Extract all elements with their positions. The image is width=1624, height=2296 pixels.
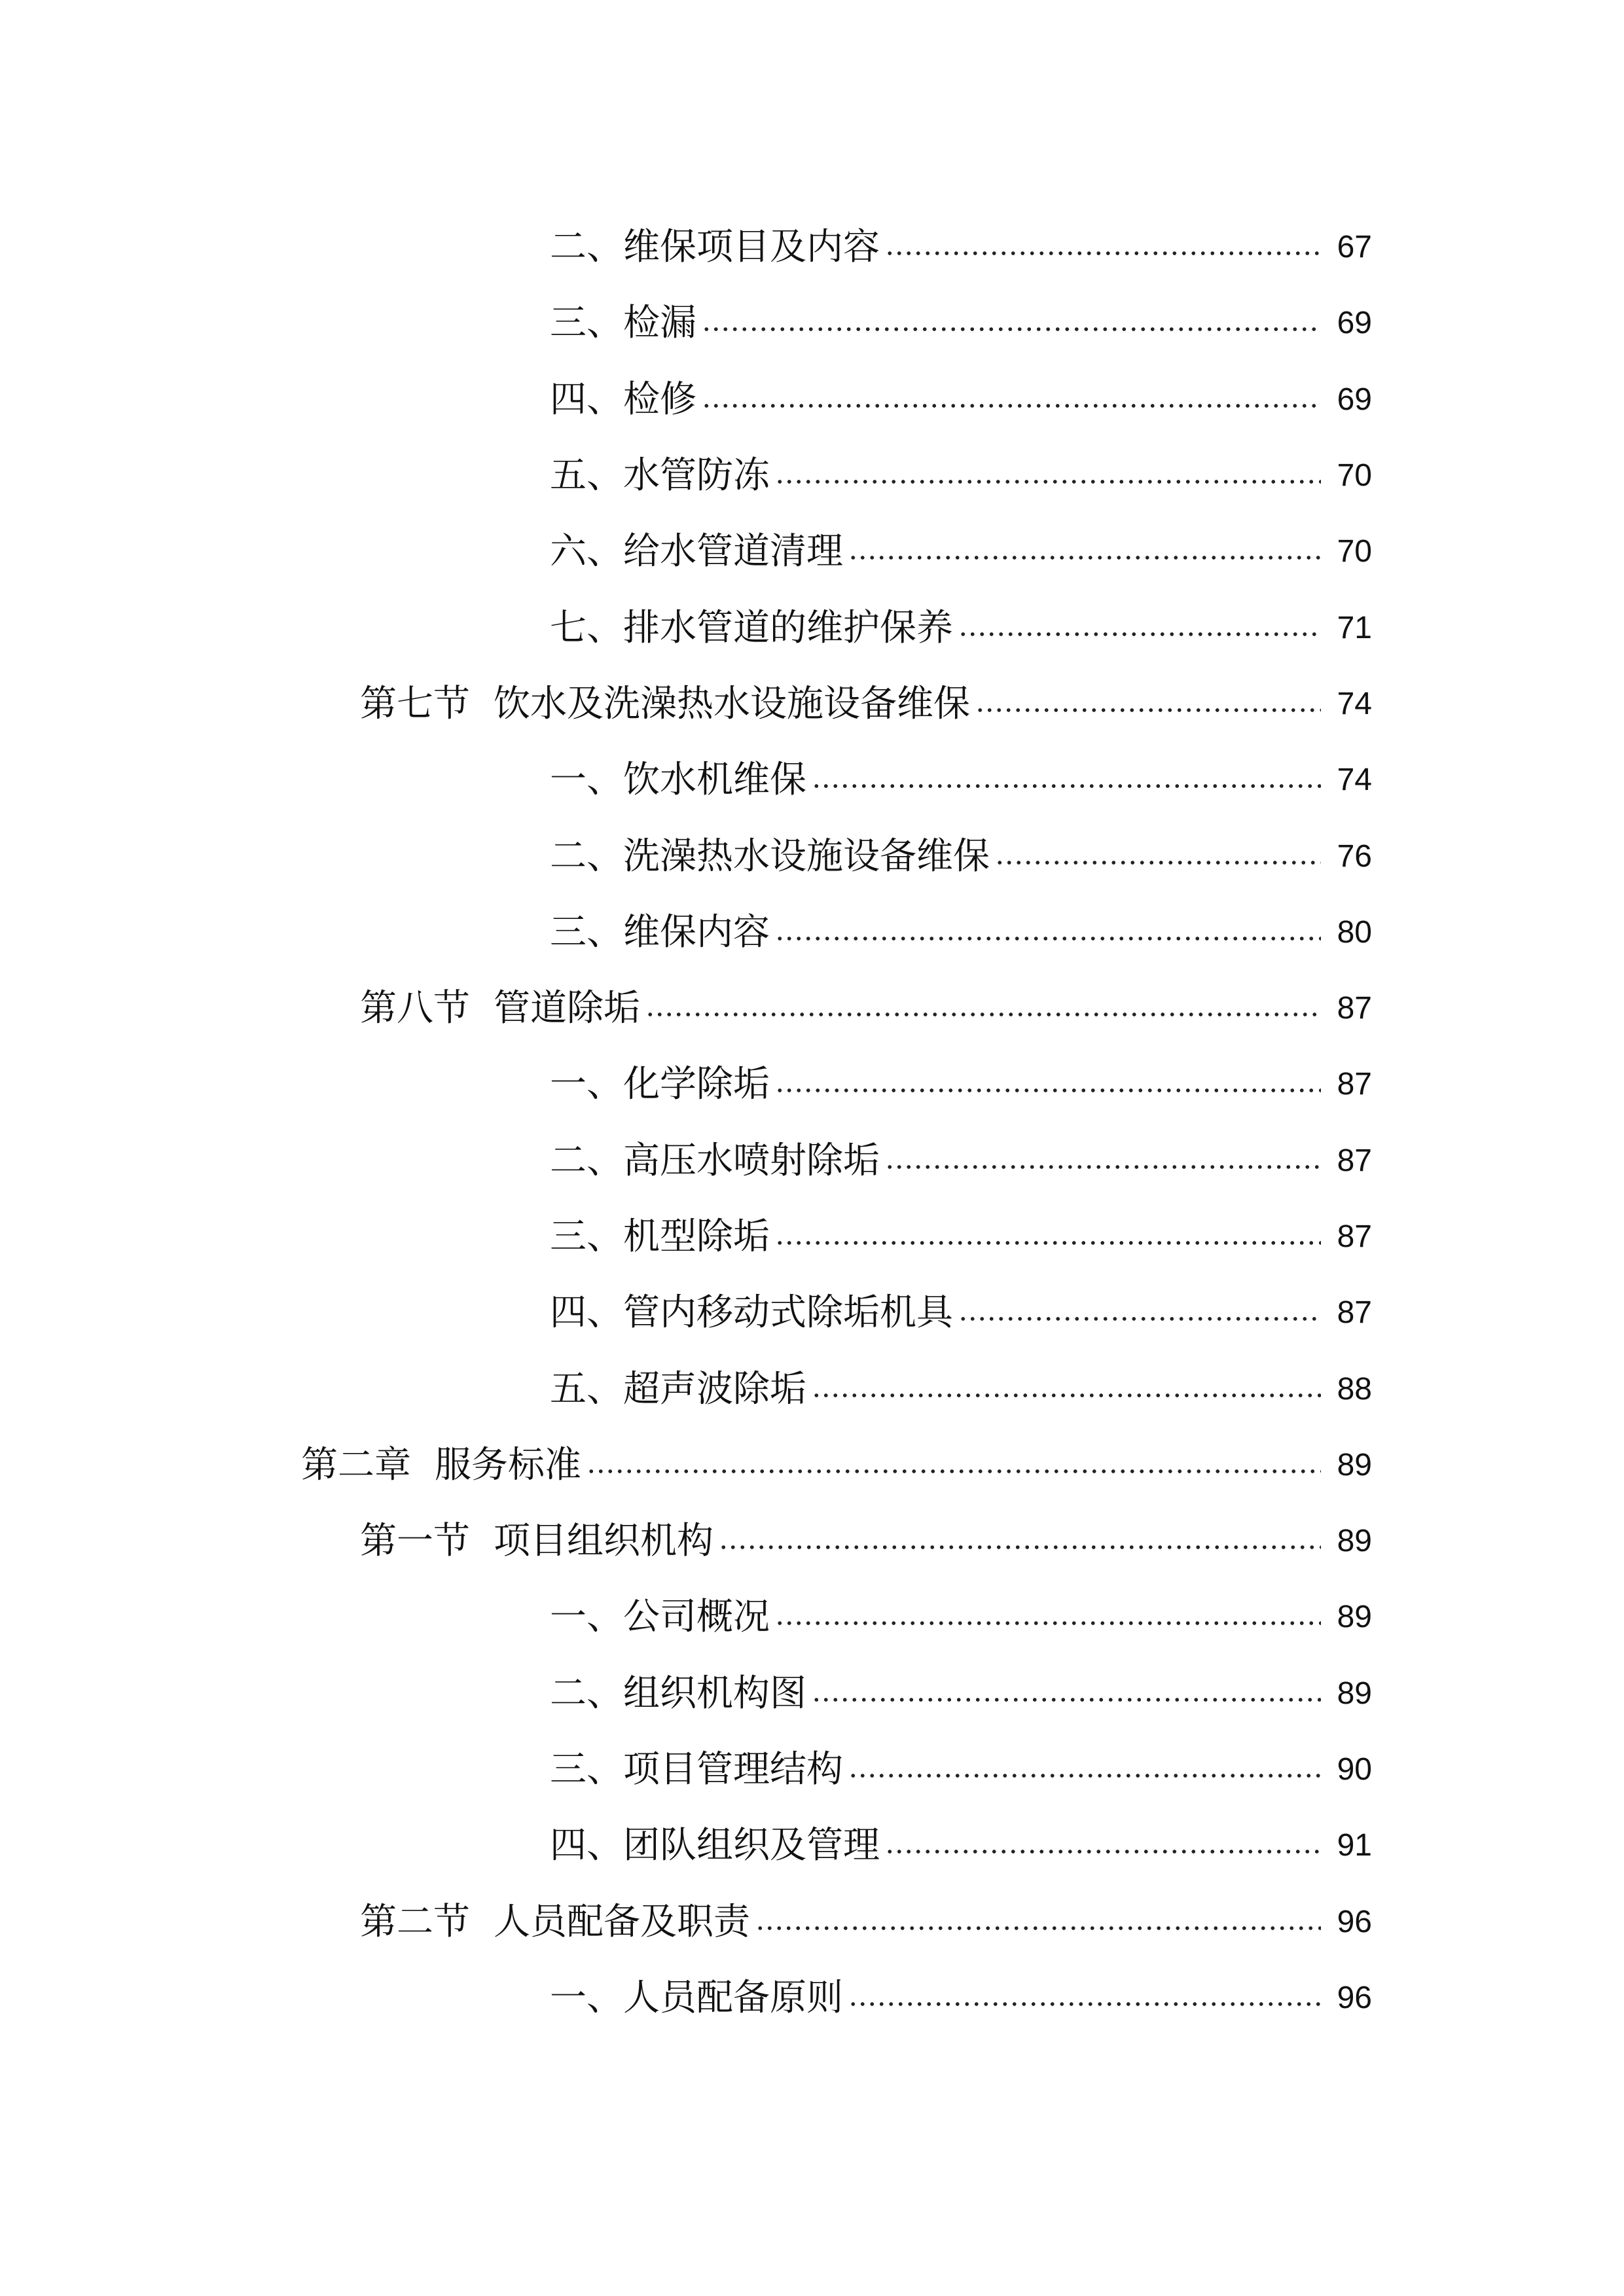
entry-number: 七、 — [550, 606, 623, 649]
entry-title: 排水管道的维护保养 — [623, 606, 953, 649]
dot-leader — [812, 1693, 1321, 1706]
page-number: 80 — [1337, 914, 1372, 950]
entry-number: 三、 — [550, 910, 623, 954]
toc-entry[interactable] — [0, 1427, 1624, 1503]
toc-entry[interactable] — [0, 1503, 1624, 1579]
entry-number: 第七节 — [360, 682, 470, 725]
page-number: 87 — [1337, 1219, 1372, 1254]
entry-title: 洗澡热水设施设备维保 — [623, 834, 990, 878]
toc-entry[interactable] — [0, 1579, 1624, 1655]
toc-entry[interactable] — [0, 742, 1624, 818]
dot-leader — [848, 551, 1321, 564]
toc-entry[interactable] — [0, 1047, 1624, 1122]
dot-leader — [885, 1845, 1321, 1858]
dot-leader — [775, 932, 1321, 945]
page-number: 89 — [1337, 1600, 1372, 1635]
toc-entry[interactable] — [0, 1123, 1624, 1199]
entry-number: 第一节 — [360, 1520, 470, 1563]
toc-entry[interactable] — [0, 209, 1624, 285]
entry-number: 一、 — [550, 759, 623, 802]
dot-leader — [775, 1236, 1321, 1249]
page-number: 70 — [1337, 458, 1372, 493]
page-number: 74 — [1337, 686, 1372, 721]
page-number: 88 — [1337, 1371, 1372, 1407]
dot-leader — [958, 1312, 1321, 1325]
entry-number: 二、 — [550, 834, 623, 878]
toc-entry[interactable] — [0, 1732, 1624, 1808]
toc-entry[interactable] — [0, 590, 1624, 666]
toc-entry[interactable] — [0, 1199, 1624, 1275]
page-number: 71 — [1337, 610, 1372, 645]
page-number: 69 — [1337, 306, 1372, 341]
page-number: 74 — [1337, 762, 1372, 798]
dot-leader — [958, 628, 1321, 641]
entry-number: 六、 — [550, 530, 623, 573]
entry-title: 水管防冻 — [623, 454, 770, 497]
toc-entry[interactable] — [0, 895, 1624, 971]
page-number: 87 — [1337, 1295, 1372, 1331]
toc-entry[interactable] — [0, 1808, 1624, 1884]
page-number: 96 — [1337, 1904, 1372, 1939]
entry-title: 管道除垢 — [494, 987, 640, 1030]
entry-title: 检漏 — [623, 302, 696, 345]
dot-leader — [775, 1084, 1321, 1097]
dot-leader — [885, 247, 1321, 260]
entry-title: 化学除垢 — [623, 1063, 770, 1106]
toc-entry[interactable] — [0, 438, 1624, 514]
entry-number: 四、 — [550, 1291, 623, 1335]
page-number: 87 — [1337, 1143, 1372, 1178]
entry-number: 四、 — [550, 1824, 623, 1867]
page-number: 90 — [1337, 1752, 1372, 1787]
toc-entry[interactable] — [0, 666, 1624, 742]
page-number: 89 — [1337, 1524, 1372, 1559]
entry-title: 人员配备及职责 — [494, 1900, 750, 1943]
entry-number: 三、 — [550, 302, 623, 345]
entry-number: 二、 — [550, 1139, 623, 1182]
entry-number: 第二节 — [360, 1900, 470, 1943]
toc-entry[interactable] — [0, 1884, 1624, 1960]
entry-title: 团队组织及管理 — [623, 1824, 880, 1867]
page-number: 70 — [1337, 534, 1372, 569]
entry-number: 二、 — [550, 1672, 623, 1715]
entry-number: 三、 — [550, 1215, 623, 1258]
toc-entry[interactable] — [0, 1960, 1624, 2036]
entry-number: 第二章 — [301, 1443, 411, 1486]
entry-number: 一、 — [550, 1596, 623, 1639]
entry-title: 人员配备原则 — [623, 1976, 843, 2019]
dot-leader — [975, 704, 1321, 717]
entry-title: 高压水喷射除垢 — [623, 1139, 880, 1182]
entry-number: 四、 — [550, 378, 623, 421]
entry-title: 饮水机维保 — [623, 759, 806, 802]
entry-title: 服务标准 — [435, 1443, 581, 1486]
dot-leader — [812, 780, 1321, 793]
entry-title: 项目组织机构 — [494, 1520, 713, 1563]
dot-leader — [702, 323, 1321, 336]
toc-entry[interactable] — [0, 818, 1624, 894]
entry-number: 三、 — [550, 1748, 623, 1791]
page-number: 69 — [1337, 382, 1372, 417]
entry-number: 五、 — [550, 454, 623, 497]
entry-number: 一、 — [550, 1976, 623, 2019]
page-number: 91 — [1337, 1828, 1372, 1863]
entry-title: 机型除垢 — [623, 1215, 770, 1258]
dot-leader — [812, 1389, 1321, 1402]
toc-entry[interactable] — [0, 1275, 1624, 1351]
toc-entry[interactable] — [0, 1656, 1624, 1732]
dot-leader — [775, 1617, 1321, 1630]
entry-number: 第八节 — [360, 987, 470, 1030]
entry-number: 一、 — [550, 1063, 623, 1106]
entry-title: 饮水及洗澡热水设施设备维保 — [494, 682, 970, 725]
dot-leader — [885, 1160, 1321, 1174]
entry-number: 二、 — [550, 226, 623, 269]
entry-title: 维保内容 — [623, 910, 770, 954]
dot-leader — [719, 1541, 1321, 1554]
entry-title: 组织机构图 — [623, 1672, 806, 1715]
page-number: 76 — [1337, 838, 1372, 874]
toc-entry[interactable] — [0, 514, 1624, 590]
page-number: 87 — [1337, 991, 1372, 1026]
dot-leader — [995, 856, 1321, 869]
dot-leader — [848, 1769, 1321, 1782]
dot-leader — [702, 399, 1321, 412]
page-number: 87 — [1337, 1067, 1372, 1102]
page-number: 89 — [1337, 1676, 1372, 1711]
table-of-contents — [0, 209, 1624, 2036]
toc-entry[interactable] — [0, 1351, 1624, 1427]
dot-leader — [755, 1922, 1321, 1935]
page-number: 89 — [1337, 1447, 1372, 1482]
dot-leader — [645, 1008, 1321, 1021]
dot-leader — [775, 475, 1321, 488]
entry-title: 维保项目及内容 — [623, 226, 880, 269]
page-number: 67 — [1337, 230, 1372, 265]
entry-title: 管内移动式除垢机具 — [623, 1291, 953, 1335]
entry-number: 五、 — [550, 1367, 623, 1410]
entry-title: 超声波除垢 — [623, 1367, 806, 1410]
toc-entry[interactable] — [0, 362, 1624, 438]
entry-title: 给水管道清理 — [623, 530, 843, 573]
toc-entry[interactable] — [0, 285, 1624, 361]
entry-title: 检修 — [623, 378, 696, 421]
dot-leader — [586, 1465, 1321, 1478]
entry-title: 项目管理结构 — [623, 1748, 843, 1791]
toc-entry[interactable] — [0, 971, 1624, 1047]
page-number: 96 — [1337, 1980, 1372, 2015]
dot-leader — [848, 1998, 1321, 2011]
entry-title: 公司概况 — [623, 1596, 770, 1639]
